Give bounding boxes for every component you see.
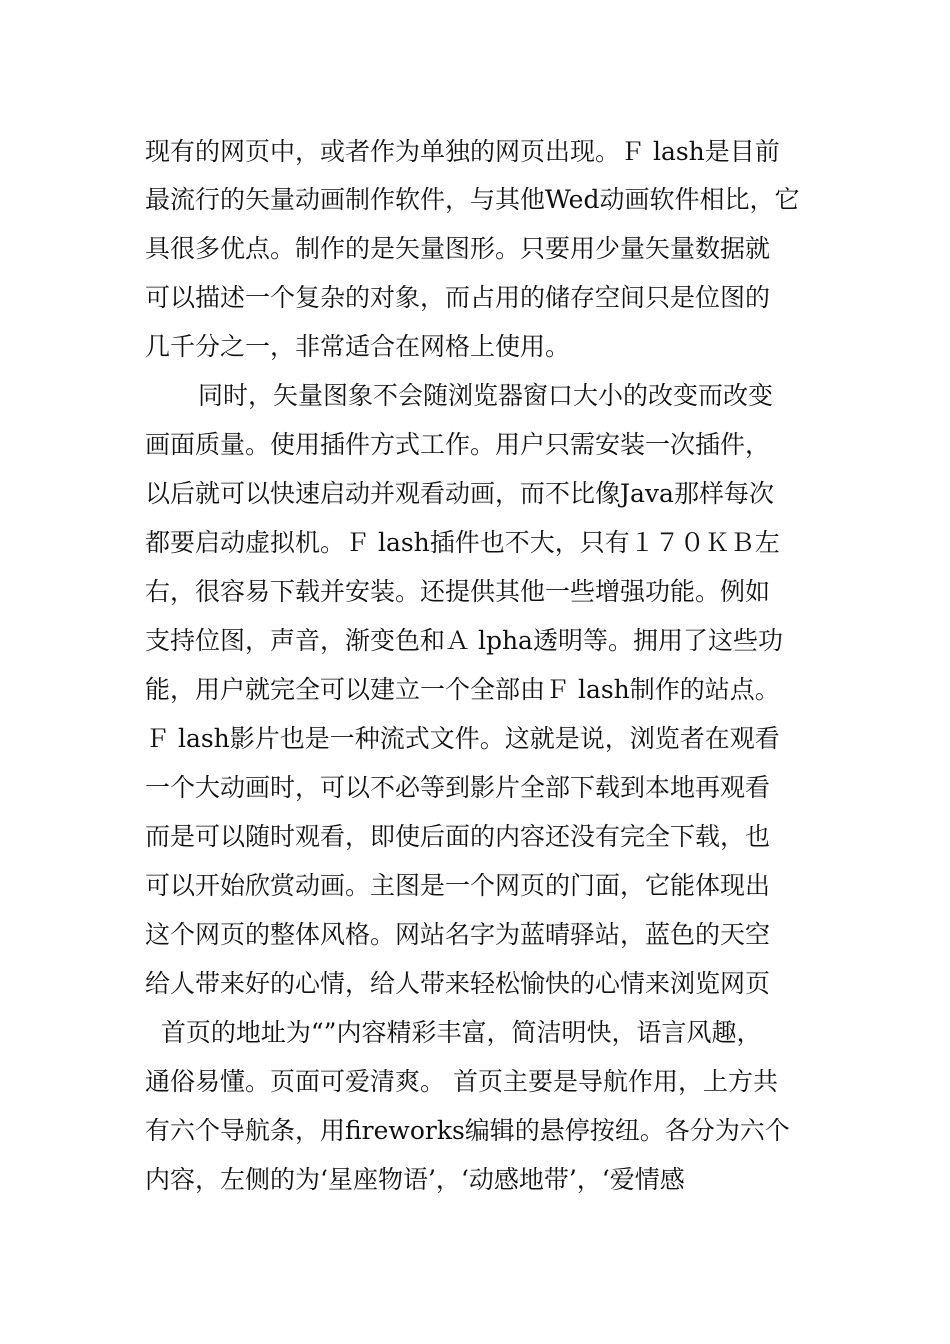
text-line: 都要启动虚拟机。Ｆ lash插件也不大，只有１７０ＫＢ左 <box>145 528 780 557</box>
text-line: 通俗易懂。页面可爱清爽。 首页主要是导航作用，上方共 <box>145 1067 778 1096</box>
text-line: 支持位图，声音，渐变色和Ａ lpha透明等。拥用了这些功 <box>145 626 783 655</box>
text-line: 画面质量。使用插件方式工作。用户只需安装一次插件， <box>145 430 771 459</box>
text-line: 这个网页的整体风格。网站名字为蓝晴驿站，蓝色的天空 <box>145 920 771 949</box>
text-line: 给人带来好的心情，给人带来轻松愉快的心情来浏览网页 <box>145 969 771 998</box>
text-line: 同时，矢量图象不会随浏览器窗口大小的改变而改变 <box>198 381 774 410</box>
text-line: 可以描述一个复杂的对象，而占用的储存空间只是位图的 <box>145 283 771 312</box>
text-line: 而是可以随时观看，即使后面的内容还没有完全下载，也 <box>145 822 771 851</box>
text-line: 最流行的矢量动画制作软件，与其他Wed动画软件相比，它 <box>145 185 800 214</box>
text-line: 以后就可以快速启动并观看动画，而不比像Java那样每次 <box>145 479 774 508</box>
text-line: 可以开始欣赏动画。主图是一个网页的门面，它能体现出 <box>145 871 771 900</box>
text-line: 能，用户就完全可以建立一个全部由Ｆ lash制作的站点。 <box>145 675 780 704</box>
text-line: Ｆ lash影片也是一种流式文件。这就是说，浏览者在观看 <box>145 724 780 753</box>
text-line: 现有的网页中，或者作为单独的网页出现。Ｆ lash是目前 <box>145 137 780 166</box>
text-line: 右，很容易下载并安装。还提供其他一些增强功能。例如 <box>145 577 771 606</box>
text-line: 有六个导航条，用fireworks编辑的悬停按纽。各分为六个 <box>145 1116 790 1145</box>
text-line: 内容，左侧的为‘星座物语’，‘动感地带’，‘爱情感 <box>145 1165 685 1194</box>
text-line: 一个大动画时，可以不必等到影片全部下载到本地再观看 <box>145 773 771 802</box>
text-line: 首页的地址为“”内容精彩丰富，简洁明快，语言风趣， <box>145 1018 762 1047</box>
text-line: 几千分之一，非常适合在网格上使用。 <box>145 332 571 361</box>
text-line: 具很多优点。制作的是矢量图形。只要用少量矢量数据就 <box>145 234 771 263</box>
